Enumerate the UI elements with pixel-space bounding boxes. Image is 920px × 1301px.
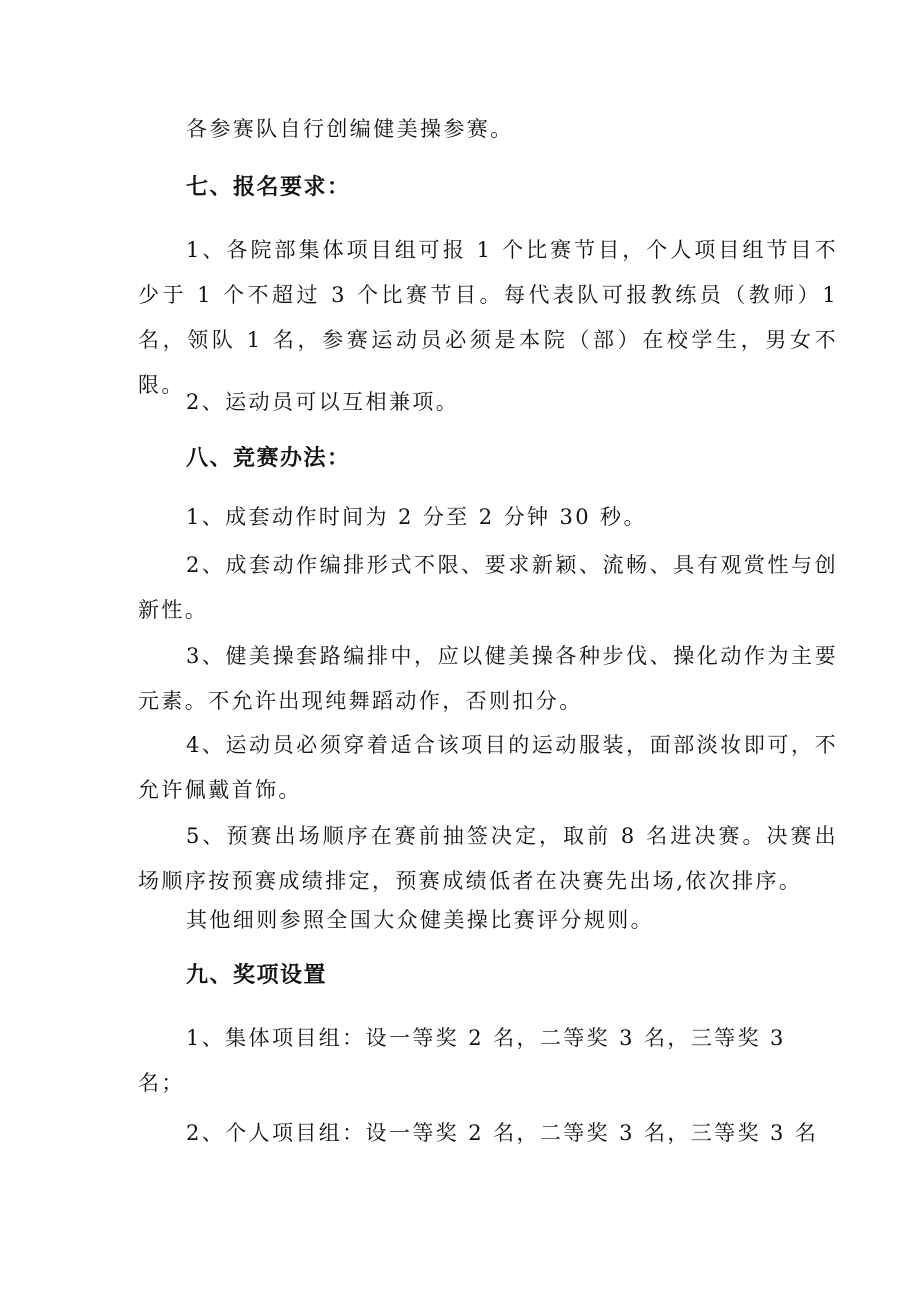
award-item-1: 1、集体项目组：设一等奖 2 名，二等奖 3 名，三等奖 3	[186, 1026, 786, 1050]
section-heading-competition-rules: 八、竞赛办法：	[186, 446, 351, 471]
registration-item-2: 2、运动员可以互相兼项。	[186, 390, 460, 414]
award-item-1-continued: 名；	[138, 1071, 185, 1095]
section-heading-registration: 七、报名要求：	[186, 175, 351, 200]
competition-rules-note: 其他细则参照全国大众健美操比赛评分规则。	[186, 908, 654, 932]
competition-rule-2: 2、成套动作编排形式不限、要求新颖、流畅、具有观赏性与创新性。	[138, 553, 838, 622]
competition-rule-5: 5、预赛出场顺序在赛前抽签决定，取前 8 名进决赛。决赛出场顺序按预赛成绩排定，预赛成绩低者在决赛先出场,依次排序。	[138, 824, 838, 893]
registration-item-1: 1、各院部集体项目组可报 1 个比赛节目，个人项目组节目不少于 1 个不超过 3 个比赛节目。每代表队可报教练员（教师）1 名，领队 1 名，参赛运动员必须是本院（部）在校学生，男女不限。	[138, 238, 848, 397]
competition-rule-3: 3、健美操套路编排中，应以健美操各种步伐、操化动作为主要元素。不允许出现纯舞蹈动作，否则扣分。	[138, 644, 838, 713]
section-heading-awards: 九、奖项设置	[186, 963, 328, 988]
competition-rule-1: 1、成套动作时间为 2 分至 2 分钟 30 秒。	[186, 505, 647, 529]
intro-paragraph: 各参赛队自行创编健美操参赛。	[186, 117, 514, 141]
competition-rule-4: 4、运动员必须穿着适合该项目的运动服装，面部淡妆即可，不允许佩戴首饰。	[138, 733, 838, 802]
award-item-2: 2、个人项目组：设一等奖 2 名，二等奖 3 名，三等奖 3 名	[186, 1121, 819, 1145]
